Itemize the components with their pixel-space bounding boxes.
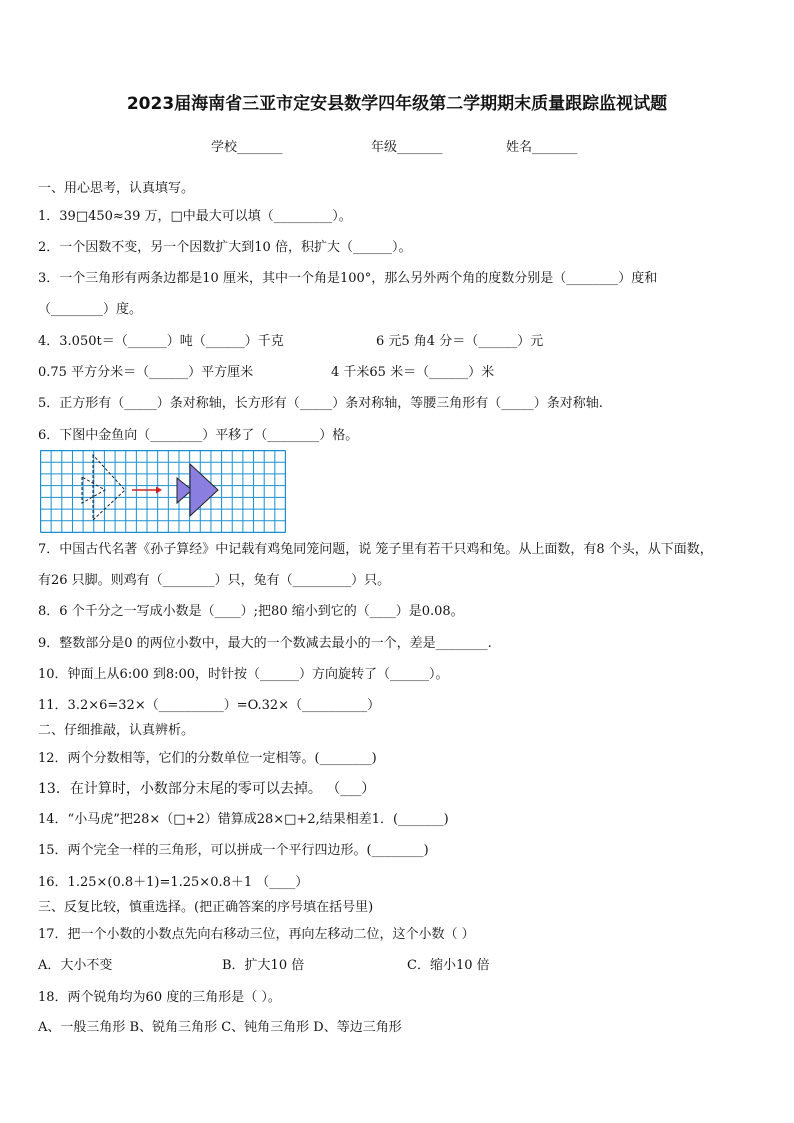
question-4-part-2: 6 元5 角4 分＝（______）元 xyxy=(376,334,544,349)
question-17: 17．把一个小数的小数点先向右移动三位，再向左移动二位，这个小数（ ） xyxy=(38,927,475,942)
question-11: 11．3.2×6=32×（__________）=O.32×（__________） xyxy=(38,698,381,713)
section-2-heading: 二、仔细推敲，认真辨析。 xyxy=(38,723,195,738)
grid-lines xyxy=(41,451,286,533)
goldfish-grid-figure xyxy=(40,450,286,533)
name-field: 姓名_______ xyxy=(506,140,578,155)
question-17-option-c: C．缩小10 倍 xyxy=(407,958,490,973)
question-4-part-1: 4．3.050t＝（______）吨（______）千克 xyxy=(38,334,284,349)
section-3-heading: 三、反复比较，慎重选择。(把正确答案的序号填在括号里) xyxy=(38,900,374,915)
question-14: 14．“小马虎”把28×（□+2）错算成28×□+2,结果相差1．(_______) xyxy=(38,812,449,827)
question-18-options: A、一般三角形 B、锐角三角形 C、钝角三角形 D、等边三角形 xyxy=(38,1020,402,1035)
question-16: 16．1.25×(0.8＋1)=1.25×0.8＋1 （____） xyxy=(38,875,309,890)
translated-fish-body xyxy=(190,464,218,516)
question-2: 2．一个因数不变，另一个因数扩大到10 倍，积扩大（______）。 xyxy=(38,240,412,255)
question-7-line-2: 有26 只脚。则鸡有（________）只，兔有（_________）只。 xyxy=(38,573,391,588)
question-5: 5．正方形有（_____）条对称轴，长方形有（_____）条对称轴，等腰三角形有（_____）条对称轴. xyxy=(38,396,603,411)
question-17-option-a: A．大小不变 xyxy=(38,958,113,973)
question-6: 6．下图中金鱼向（________）平移了（________）格。 xyxy=(38,428,359,443)
section-1-heading: 一、用心思考，认真填写。 xyxy=(38,181,195,196)
question-12: 12．两个分数相等，它们的分数单位一定相等。(________) xyxy=(38,751,377,766)
question-3-line-1: 3．一个三角形有两条边都是10 厘米，其中一个角是100°，那么另外两个角的度数分别是（________）度和 xyxy=(38,271,658,286)
grade-field: 年级_______ xyxy=(371,140,443,155)
question-1: 1．39□450≈39 万，□中最大可以填（_________）。 xyxy=(38,209,352,224)
original-fish-body xyxy=(93,455,125,520)
question-4-part-3: 0.75 平方分米＝（______）平方厘米 xyxy=(38,365,254,380)
school-field: 学校_______ xyxy=(211,140,283,155)
question-13: 13．在计算时，小数部分末尾的零可以去掉。 （___） xyxy=(38,781,376,797)
question-4-part-4: 4 千米65 米＝（______）米 xyxy=(331,365,495,380)
question-3-line-2: （________）度。 xyxy=(38,302,143,317)
translation-arrow-head xyxy=(156,487,162,494)
page-title: 2023届海南省三亚市定安县数学四年级第二学期期末质量跟踪监视试题 xyxy=(126,94,668,114)
question-15: 15．两个完全一样的三角形，可以拼成一个平行四边形。(________) xyxy=(38,843,429,858)
question-9: 9．整数部分是0 的两位小数中，最大的一个数减去最小的一个，差是________. xyxy=(38,636,492,651)
question-17-option-b: B．扩大10 倍 xyxy=(222,958,305,973)
question-18: 18．两个锐角均为60 度的三角形是（ ）。 xyxy=(38,990,281,1005)
question-10: 10．钟面上从6:00 到8:00，时针按（______）方向旋转了（______）。 xyxy=(38,667,449,682)
question-7-line-1: 7．中国古代名著《孙子算经》中记载有鸡兔同笼问题，说 笼子里有若干只鸡和兔。从上面数，有8 个头，从下面数， xyxy=(38,542,713,557)
question-8: 8．6 个千分之一写成小数是（____）;把80 缩小到它的（____）是0.08。 xyxy=(38,604,464,619)
